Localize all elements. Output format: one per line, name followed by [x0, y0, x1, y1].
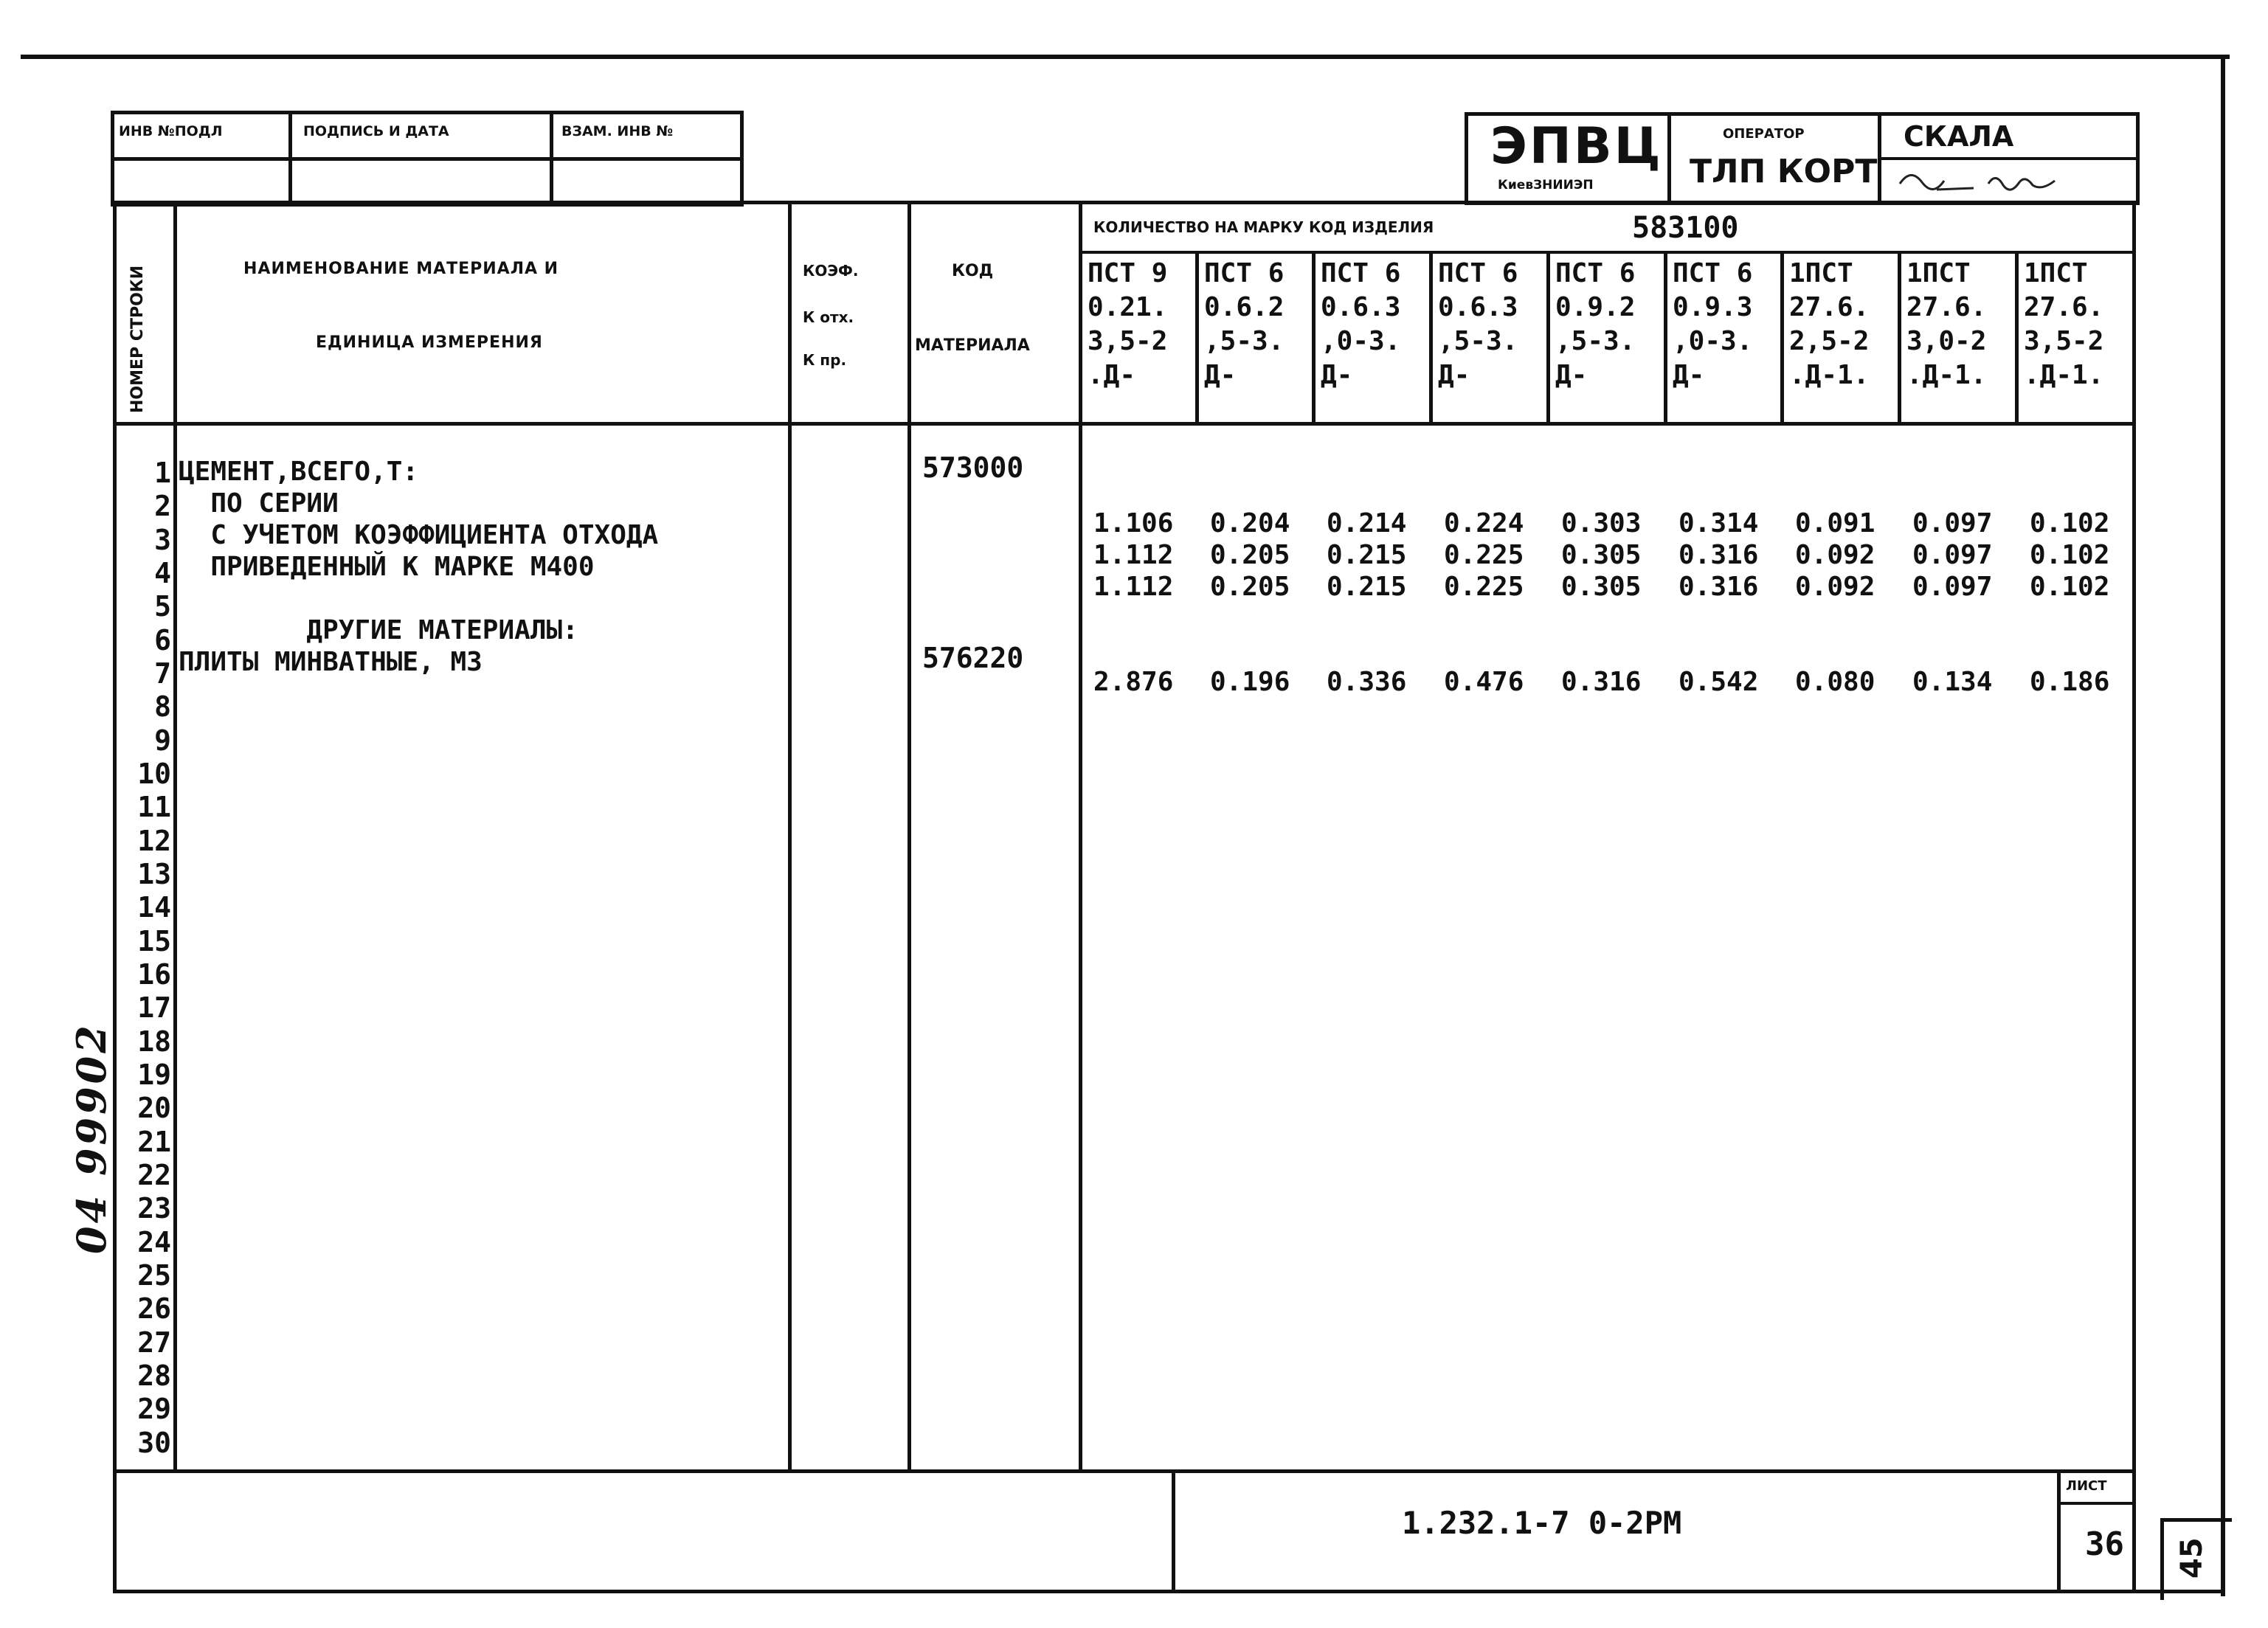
- quantity-value: 0.205: [1210, 572, 1290, 602]
- row-number: 18: [137, 1025, 171, 1058]
- org-name: ЭПВЦ: [1490, 117, 1663, 176]
- sheet-label: ЛИСТ: [2066, 1478, 2107, 1494]
- row-number: 4: [154, 557, 171, 589]
- product-column-header-line: ,5-3.: [1438, 326, 1518, 356]
- quantity-value: 0.091: [1795, 508, 1875, 538]
- footer-sheet-rule: [2057, 1502, 2136, 1505]
- row-number: 12: [137, 824, 171, 857]
- quantity-value: 0.316: [1678, 540, 1759, 570]
- product-column-header-line: 3,5-2: [2024, 326, 2104, 356]
- quantity-value: 0.097: [1912, 508, 1993, 538]
- material-code: 576220: [922, 642, 1024, 674]
- row-number: 23: [137, 1192, 171, 1225]
- quantity-value: 0.215: [1327, 572, 1407, 602]
- system-name: СКАЛА: [1904, 120, 2014, 153]
- product-column-header-line: 0.6.3: [1321, 292, 1401, 322]
- row-number-header: НОМЕР СТРОКИ: [128, 265, 147, 413]
- product-column-header-line: 3,5-2: [1088, 326, 1168, 356]
- page-right-rule: [2221, 55, 2225, 1596]
- product-column-header-line: ,0-3.: [1321, 326, 1401, 356]
- quantity-header-rule: [1079, 251, 2136, 254]
- material-name: ЦЕМЕНТ,ВСЕГО,Т:: [179, 457, 419, 487]
- row-number: 17: [137, 991, 171, 1025]
- quantity-value: 0.214: [1327, 508, 1407, 538]
- quantity-value: 1.112: [1093, 572, 1174, 602]
- row-number-list: [111, 457, 171, 1461]
- table-header-bottom: [113, 422, 2136, 426]
- row-number: 13: [137, 858, 171, 890]
- material-name: ПЛИТЫ МИНВАТНЫЕ, М3: [179, 647, 483, 677]
- row-number: 20: [137, 1092, 171, 1125]
- quantity-value: 0.316: [1678, 572, 1759, 602]
- product-column-divider: [1429, 251, 1433, 425]
- operator-signature: [1892, 162, 2114, 198]
- product-column-header-line: ПСТ 6: [1555, 258, 1636, 288]
- product-column-header-line: ПСТ 6: [1673, 258, 1753, 288]
- col-divider-number: [173, 201, 177, 1473]
- quantity-value: 0.314: [1678, 508, 1759, 538]
- row-number: 28: [137, 1359, 171, 1392]
- row-number: 21: [137, 1125, 171, 1158]
- quantity-value: 0.102: [2030, 572, 2110, 602]
- row-number: 26: [137, 1292, 171, 1326]
- quantity-value: 0.303: [1561, 508, 1642, 538]
- quantity-value: 0.196: [1210, 667, 1290, 697]
- row-number: 8: [154, 690, 171, 724]
- product-column-divider: [1195, 251, 1199, 425]
- row-number: 29: [137, 1393, 171, 1426]
- product-column-header-line: Д-: [1204, 360, 1237, 390]
- quantity-value: 0.102: [2030, 508, 2110, 538]
- product-column-header-line: 0.9.3: [1673, 292, 1753, 322]
- row-number: 11: [137, 791, 171, 824]
- org-subtitle: КиевЗНИИЭП: [1498, 178, 1594, 193]
- quantity-value: 2.876: [1093, 667, 1174, 697]
- product-column-header-line: ,5-3.: [1204, 326, 1285, 356]
- quantity-value: 0.204: [1210, 508, 1290, 538]
- quantity-value: 0.224: [1444, 508, 1524, 538]
- material-code: 573000: [922, 451, 1024, 484]
- document-designation: 1.232.1-7 0-2РМ: [1402, 1505, 1682, 1541]
- row-number: 14: [137, 891, 171, 924]
- quantity-value: 0.205: [1210, 540, 1290, 570]
- quantity-value: 0.102: [2030, 540, 2110, 570]
- row-number: 3: [154, 523, 171, 556]
- quantity-value: 0.097: [1912, 572, 1993, 602]
- product-column-header-line: ,5-3.: [1555, 326, 1636, 356]
- row-number: 1: [154, 457, 171, 489]
- product-column-header-line: 27.6.: [1906, 292, 1987, 322]
- product-column-header-line: 0.21.: [1088, 292, 1168, 322]
- product-column-header-line: 1ПСТ: [1789, 258, 1853, 288]
- material-name-header-2: ЕДИНИЦА ИЗМЕРЕНИЯ: [316, 333, 543, 352]
- product-column-divider: [1664, 251, 1667, 425]
- row-number: 24: [137, 1225, 171, 1258]
- product-column-header-line: ПСТ 9: [1088, 258, 1168, 288]
- coef-header-3: К пр.: [803, 351, 847, 369]
- row-number: 22: [137, 1159, 171, 1191]
- material-name: С УЧЕТОМ КОЭФФИЦИЕНТА ОТХОДА: [179, 520, 659, 550]
- col-divider-code: [1079, 201, 1082, 1473]
- product-column-header-line: ПСТ 6: [1438, 258, 1518, 288]
- product-column-divider: [1780, 251, 1784, 425]
- vzam-label: ВЗАМ. ИНВ №: [561, 123, 674, 139]
- quantity-value: 0.080: [1795, 667, 1875, 697]
- product-column-header-line: .Д-1.: [1789, 360, 1870, 390]
- product-column-divider: [1898, 251, 1901, 425]
- product-column-header-line: 2,5-2: [1789, 326, 1870, 356]
- table-header-top: [113, 201, 2136, 204]
- code-header-1: КОД: [952, 262, 994, 280]
- code-header-2: МАТЕРИАЛА: [915, 336, 1030, 355]
- coef-header-2: К отх.: [803, 308, 854, 326]
- product-column-header-line: 3,0-2: [1906, 326, 1987, 356]
- quantity-value: 0.092: [1795, 540, 1875, 570]
- quantity-value: 0.215: [1327, 540, 1407, 570]
- quantity-value: 1.112: [1093, 540, 1174, 570]
- material-name-header-1: НАИМЕНОВАНИЕ МАТЕРИАЛА И: [243, 260, 559, 278]
- product-column-header-line: 0.9.2: [1555, 292, 1636, 322]
- quantity-value: 0.134: [1912, 667, 1993, 697]
- quantity-value: 0.225: [1444, 540, 1524, 570]
- inv-podl-label: ИНВ №ПОДЛ: [119, 123, 223, 139]
- product-column-header-line: 1ПСТ: [1906, 258, 1971, 288]
- product-column-header-line: Д-: [1555, 360, 1588, 390]
- quantity-value: 1.106: [1093, 508, 1174, 538]
- product-column-header-line: 27.6.: [2024, 292, 2104, 322]
- product-column-header-line: ПСТ 6: [1321, 258, 1401, 288]
- product-column-header-line: ПСТ 6: [1204, 258, 1285, 288]
- row-number: 30: [137, 1426, 171, 1459]
- product-column-header-line: .Д-1.: [1906, 360, 1987, 390]
- quantity-value: 0.305: [1561, 540, 1642, 570]
- product-column-divider: [1546, 251, 1550, 425]
- sheet-number: 36: [2085, 1525, 2124, 1563]
- row-number: 27: [137, 1326, 171, 1359]
- quantity-value: 0.186: [2030, 667, 2110, 697]
- product-column-header-line: 0.6.2: [1204, 292, 1285, 322]
- quantity-value: 0.316: [1561, 667, 1642, 697]
- material-name: ДРУГИЕ МАТЕРИАЛЫ:: [179, 615, 578, 645]
- title-block: [1465, 112, 2140, 205]
- product-column-header-line: 0.6.3: [1438, 292, 1518, 322]
- footer-divider-right: [2057, 1469, 2061, 1593]
- product-column-header-line: .Д-: [1088, 360, 1136, 390]
- product-column-header-line: Д-: [1438, 360, 1470, 390]
- table-body-bottom: [113, 1469, 2136, 1473]
- product-code: 583100: [1632, 211, 1739, 245]
- material-name: ПРИВЕДЕННЫЙ К МАРКЕ М400: [179, 552, 595, 582]
- podpis-label: ПОДПИСЬ И ДАТА: [303, 123, 449, 139]
- row-number: 25: [137, 1259, 171, 1292]
- col-divider-coef: [907, 201, 911, 1473]
- page-top-rule: [21, 55, 2230, 59]
- product-column-header-line: .Д-1.: [2024, 360, 2104, 390]
- row-number: 2: [154, 490, 171, 523]
- row-number: 7: [154, 657, 171, 690]
- product-column-divider: [1312, 251, 1315, 425]
- coef-header-1: КОЭФ.: [803, 262, 859, 280]
- quantity-value: 0.542: [1678, 667, 1759, 697]
- product-column-header-line: ,0-3.: [1673, 326, 1753, 356]
- product-column-header-line: 1ПСТ: [2024, 258, 2088, 288]
- page-bottom-rule: [113, 1590, 2225, 1593]
- product-column-divider: [2015, 251, 2019, 425]
- row-number: 6: [154, 623, 171, 657]
- footer-divider-left: [1172, 1469, 1175, 1593]
- quantity-value: 0.476: [1444, 667, 1524, 697]
- row-number: 10: [137, 758, 171, 790]
- material-name: ПО СЕРИИ: [179, 488, 339, 519]
- row-number: 9: [154, 724, 171, 757]
- quantity-value: 0.336: [1327, 667, 1407, 697]
- table-right-border: [2132, 201, 2136, 1593]
- margin-handwriting: 04 99902: [68, 1022, 115, 1254]
- row-number: 15: [137, 924, 171, 957]
- row-number: 16: [137, 958, 171, 991]
- corner-page-number: 45: [2175, 1537, 2209, 1579]
- quantity-value: 0.092: [1795, 572, 1875, 602]
- product-column-header-line: Д-: [1321, 360, 1353, 390]
- quantity-header: КОЛИЧЕСТВО НА МАРКУ КОД ИЗДЕЛИЯ: [1093, 218, 1434, 236]
- quantity-value: 0.305: [1561, 572, 1642, 602]
- row-number: 19: [137, 1059, 171, 1091]
- stamp-block: [111, 111, 744, 207]
- quantity-value: 0.097: [1912, 540, 1993, 570]
- product-column-header-line: 27.6.: [1789, 292, 1870, 322]
- quantity-value: 0.225: [1444, 572, 1524, 602]
- operator-label: ОПЕРАТОР: [1723, 126, 1805, 142]
- row-number: 5: [154, 590, 171, 623]
- operator-value: ТЛП КОРТ: [1690, 153, 1878, 190]
- col-divider-name: [788, 201, 792, 1473]
- product-column-header-line: Д-: [1673, 360, 1705, 390]
